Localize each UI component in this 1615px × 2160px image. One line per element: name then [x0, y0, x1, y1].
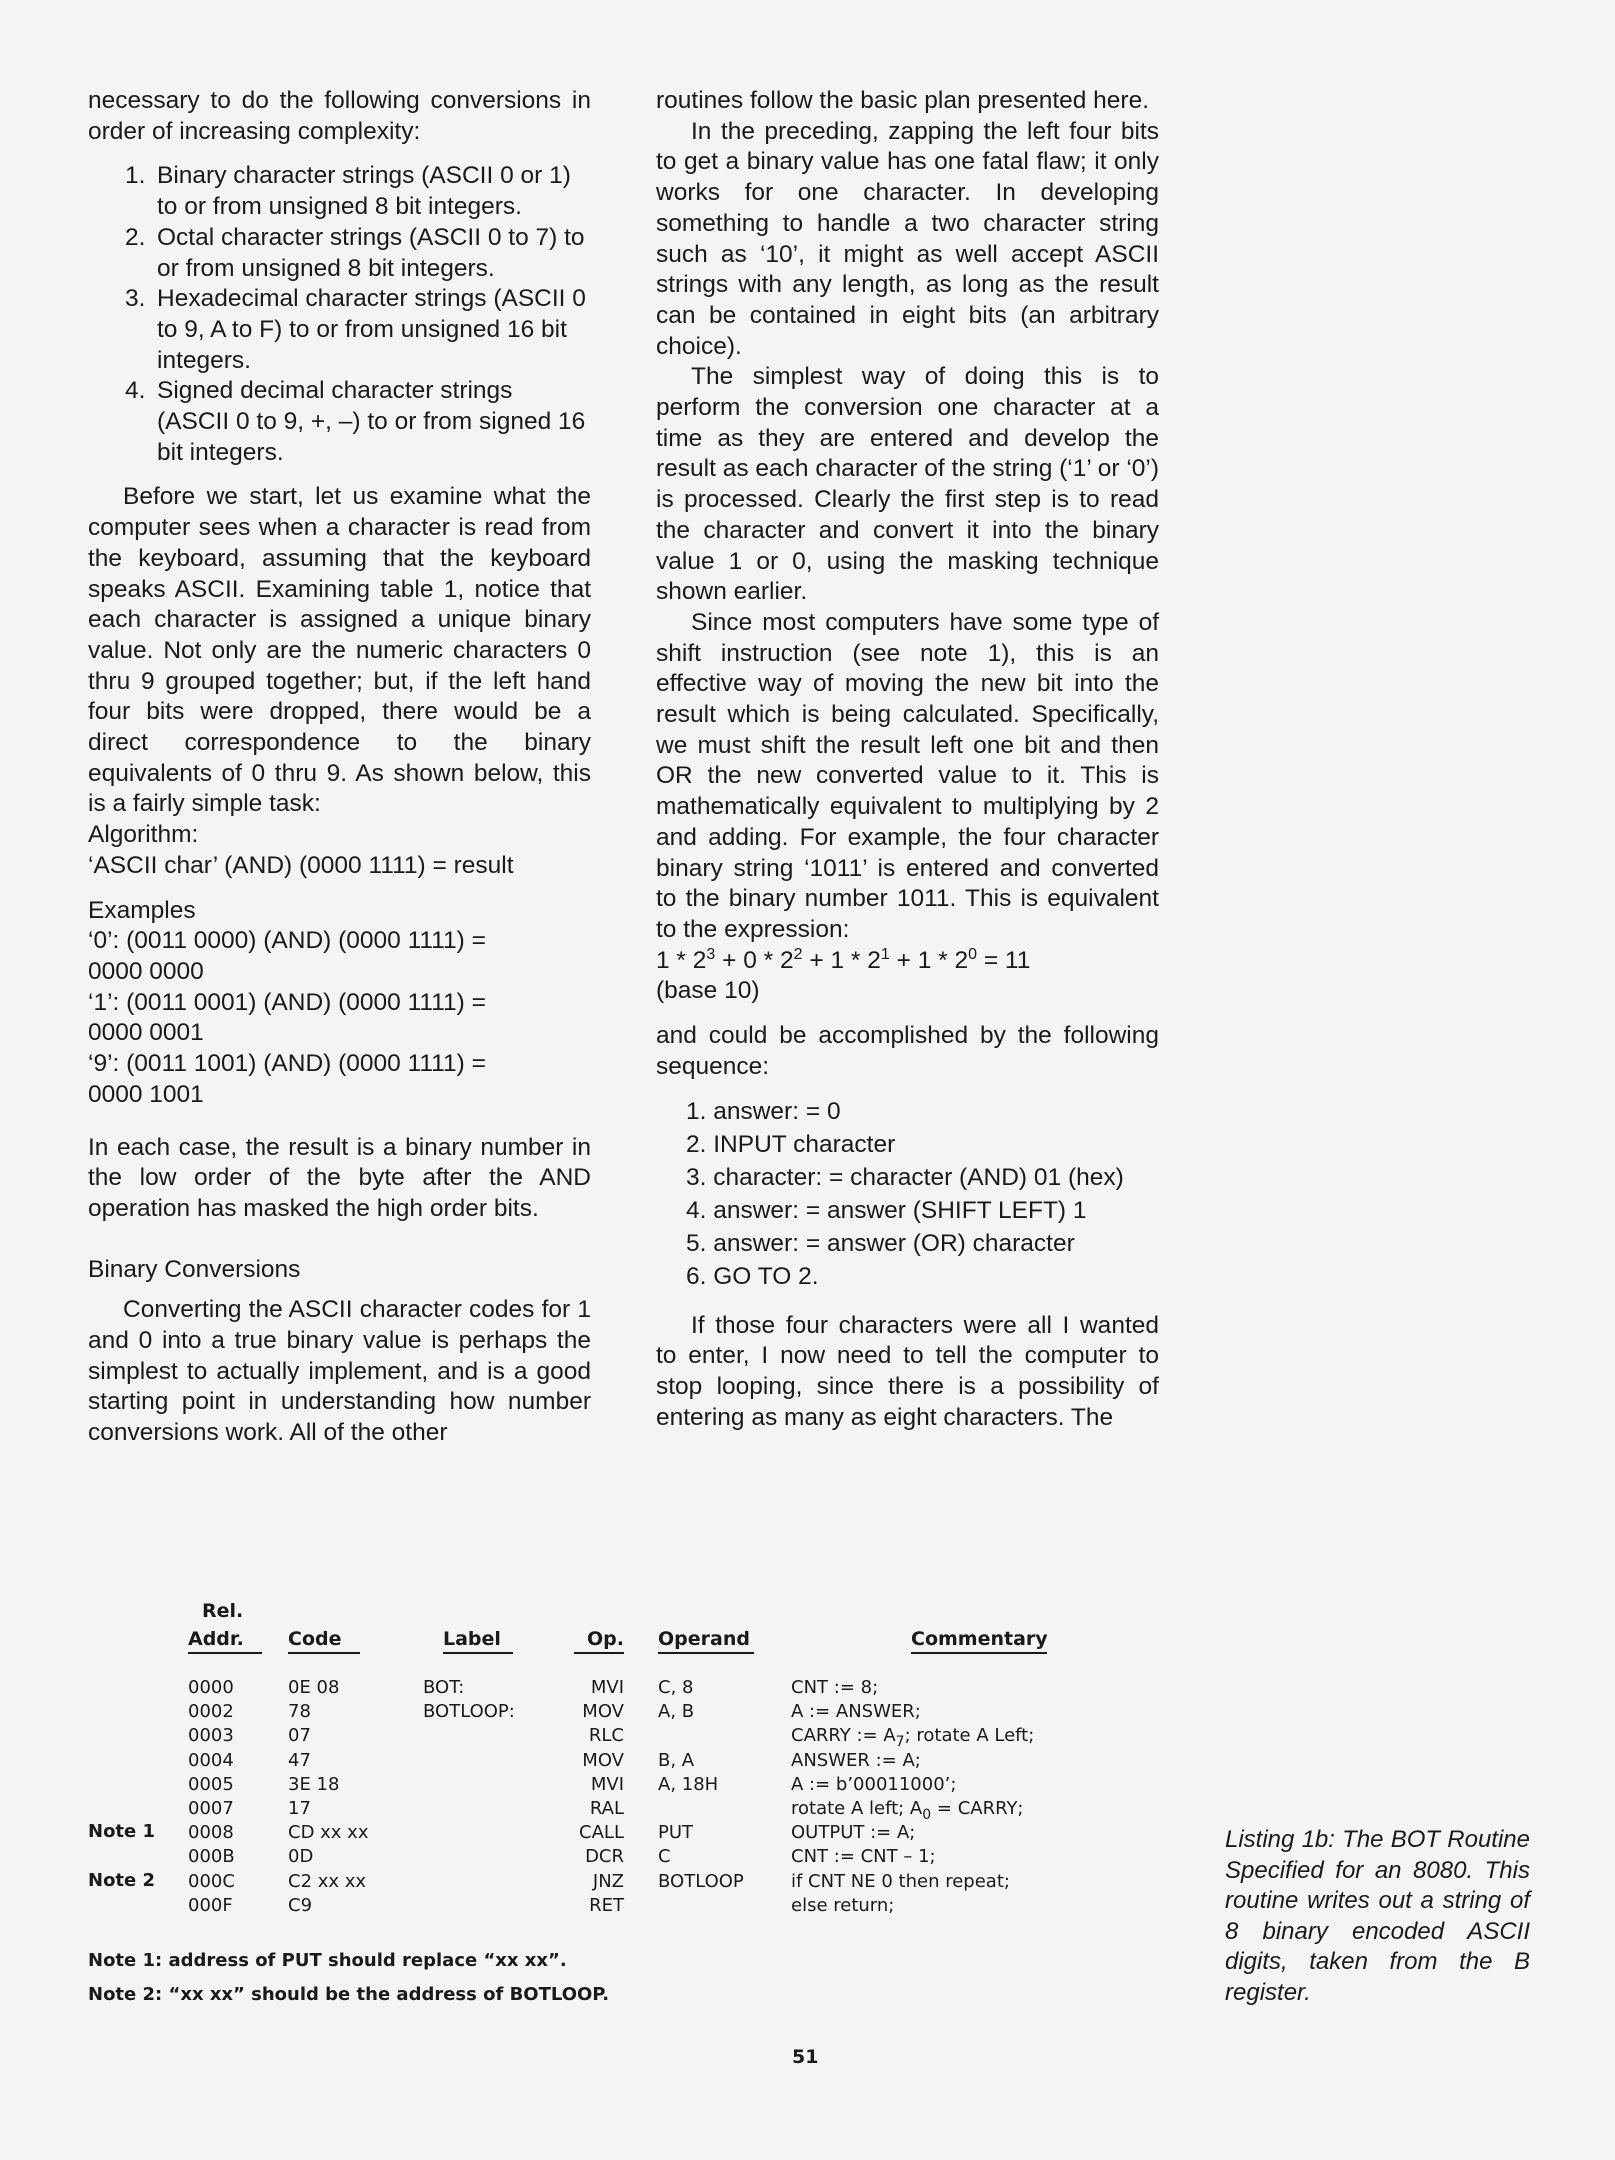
- comment-cell: CNT := CNT – 1;: [791, 1846, 936, 1868]
- example-result: 0000 1001: [88, 1080, 204, 1108]
- left-column: [88, 86, 591, 1449]
- sequence-step: 3. character: = character (AND) 01 (hex): [686, 1163, 1124, 1191]
- addr-cell: 0002: [188, 1701, 234, 1723]
- addr-cell: 0000: [188, 1677, 234, 1698]
- comment-cell: A := ANSWER;: [791, 1701, 921, 1723]
- comment-cell: ANSWER := A;: [791, 1749, 921, 1771]
- equation-base: (base 10): [656, 977, 760, 1005]
- example-result: 0000 0001: [88, 1019, 204, 1047]
- operand-cell: A, 18H: [658, 1773, 719, 1795]
- conversion-list: [88, 161, 591, 468]
- code-listing: [88, 1600, 1188, 2020]
- addr-cell: 0003: [188, 1725, 234, 1747]
- code-cell: 3E 18: [288, 1773, 340, 1795]
- comment-cell: OUTPUT := A;: [791, 1822, 916, 1844]
- addr-cell: 000F: [188, 1894, 233, 1916]
- example-result: 0000 0000: [88, 957, 204, 985]
- label-cell: BOT:: [423, 1677, 465, 1698]
- op-cell: RLC: [588, 1725, 624, 1747]
- intro-paragraph: necessary to do the following conversions in order of increasing complexity:: [88, 87, 591, 145]
- addr-cell: 0007: [188, 1798, 234, 1819]
- header-rel: Rel.: [202, 1600, 244, 1622]
- paragraph: The simplest way of doing this is to perform the conversion one character at a time as they are entered and develop the result as each character of the string (‘1’ or ‘0’) is processed. Clearly the first step is to read the character and convert it into the binary value 1 or 0, using the masking technique shown earlier.: [656, 363, 1159, 606]
- addr-cell: 0008: [188, 1822, 234, 1844]
- comment-cell: else return;: [791, 1894, 895, 1916]
- right-column: [656, 86, 1159, 1433]
- operand-cell: PUT: [658, 1822, 694, 1844]
- label-cell: BOTLOOP:: [423, 1701, 515, 1723]
- header-op: Op.: [574, 1628, 624, 1654]
- sequence-step: 5. answer: = answer (OR) character: [686, 1229, 1075, 1257]
- sequence-list: [656, 1095, 1159, 1293]
- list-item: 4. Signed decimal character strings (ASCII 0 to 9, +, –) to or from signed 16 bit integers.: [125, 377, 586, 466]
- code-cell: 17: [288, 1798, 311, 1819]
- comment-cell: if CNT NE 0 then repeat;: [791, 1870, 1010, 1892]
- paragraph: If those four characters were all I wanted to enter, I now need to tell the computer to stop looping, since there is a possibility of entering as many as eight characters. The: [656, 1311, 1159, 1431]
- code-cell: 47: [288, 1749, 311, 1771]
- comment-cell: CARRY := $A_7$; rotate A Left;: [791, 1725, 1035, 1751]
- sequence-step: 4. answer: = answer (SHIFT LEFT) 1: [686, 1196, 1087, 1224]
- paragraph: Since most computers have some type of shift instruction (see note 1), this is an effective way of moving the new bit into the result which is being calculated. Specifically, we must shift the result left one bit and then OR the new converted value to it. This is mathematically equivalent to multiplying by 2 and adding. For example, the four character binary string ‘1011’ is entered and converted to the binary number 1011. This is equivalent to the expression:: [656, 608, 1159, 943]
- header-label: Label: [443, 1628, 513, 1654]
- comment-cell: CNT := 8;: [791, 1677, 879, 1698]
- paragraph: Before we start, let us examine what the computer sees when a character is read from the keyboard, assuming that the keyboard speaks ASCII. Examining table 1, notice that each character is assigned a unique binary value. Not only are the numeric characters 0 thru 9 grouped together; but, if the left hand four bits were dropped, there would be a direct correspondence to the binary equivalents of 0 thru 9. As shown below, this is a fairly simple task:: [88, 483, 591, 818]
- footnote: Note 2: “xx xx” should be the address of BOTLOOP.: [88, 1984, 610, 2005]
- list-item: 2. Octal character strings (ASCII 0 to 7) to or from unsigned 8 bit integers.: [125, 223, 585, 282]
- op-cell: RET: [589, 1894, 624, 1916]
- paragraph: In the preceding, zapping the left four bits to get a binary value has one fatal flaw; it only works for one character. In developing something to handle a two character string such as ‘10’, it might as well accept ASCII strings with any length, as long as the result can be contained in eight bits (an arbitrary choice).: [656, 117, 1159, 360]
- code-cell: C2 xx xx: [288, 1870, 367, 1892]
- code-cell: 07: [288, 1725, 311, 1747]
- header-code: Code: [288, 1628, 360, 1654]
- list-item: 3. Hexadecimal character strings (ASCII 0 to 9, A to F) to or from unsigned 16 bit integers.: [125, 285, 586, 374]
- operand-cell: C, 8: [658, 1677, 694, 1698]
- code-cell: CD xx xx: [288, 1822, 369, 1844]
- code-cell: C9: [288, 1894, 313, 1916]
- op-cell: MVI: [590, 1773, 624, 1795]
- comment-cell: rotate A left; $A_0$ = CARRY;: [791, 1798, 1024, 1823]
- note-label: Note 2: [88, 1869, 156, 1891]
- example-line: ‘9’: (0011 1001) (AND) (0000 1111) =: [88, 1050, 486, 1078]
- algorithm-text: ‘ASCII char’ (AND) (0000 1111) = result: [88, 851, 514, 879]
- equation: $1 * 2^3 + 0 * 2^2 + 1 * 2^1 + 1 * 2^0 = 11$ (base 10): [656, 945, 1031, 1005]
- paragraph: Converting the ASCII character codes for 1 and 0 into a true binary value is perhaps the simplest to actually implement, and is a good starting point in understanding how number conversions work. All of the other: [88, 1296, 591, 1447]
- algorithm-heading: Algorithm:: [88, 821, 199, 849]
- op-cell: JNZ: [592, 1870, 624, 1892]
- header-addr: Addr.: [188, 1628, 262, 1654]
- page-number: 51: [792, 2046, 819, 2068]
- comment-cell: A := b’00011000’;: [791, 1773, 957, 1795]
- sequence-step: 2. INPUT character: [686, 1130, 896, 1158]
- examples-heading: Examples: [88, 896, 196, 924]
- addr-cell: 000C: [188, 1870, 235, 1892]
- addr-cell: 0005: [188, 1773, 234, 1795]
- list-item: 1. Binary character strings (ASCII 0 or 1) to or from unsigned 8 bit integers.: [125, 162, 571, 221]
- addr-cell: 0004: [188, 1749, 234, 1771]
- paragraph: In each case, the result is a binary number in the low order of the byte after the AND operation has masked the high order bits.: [88, 1133, 591, 1222]
- code-cell: 0E 08: [288, 1677, 340, 1698]
- code-cell: 0D: [288, 1846, 314, 1868]
- operand-cell: B, A: [658, 1749, 695, 1771]
- listing-caption: Listing 1b: The BOT Routine Specified for an 8080. This routine writes out a string of 8 binary encoded ASCII digits, taken from the B register.: [1225, 1826, 1530, 2006]
- sequence-step: 1. answer: = 0: [686, 1097, 841, 1125]
- paragraph: routines follow the basic plan presented here.: [656, 87, 1150, 114]
- operand-cell: A, B: [658, 1701, 695, 1723]
- op-cell: MVI: [590, 1677, 624, 1698]
- sequence-step: 6. GO TO 2.: [686, 1262, 819, 1290]
- operand-cell: BOTLOOP: [658, 1870, 744, 1892]
- op-cell: DCR: [585, 1846, 624, 1868]
- code-cell: 78: [288, 1701, 311, 1723]
- example-line: ‘1’: (0011 0001) (AND) (0000 1111) =: [88, 988, 486, 1016]
- note-label: Note 1: [88, 1821, 156, 1843]
- section-heading: Binary Conversions: [88, 1255, 301, 1283]
- header-operand: Operand: [658, 1628, 754, 1654]
- op-cell: CALL: [579, 1822, 624, 1844]
- paragraph: and could be accomplished by the following sequence:: [656, 1022, 1159, 1080]
- operand-cell: C: [658, 1846, 671, 1868]
- footnote: Note 1: address of PUT should replace “xx xx”.: [88, 1950, 567, 1971]
- header-commentary: Commentary: [911, 1628, 1047, 1654]
- addr-cell: 000B: [188, 1846, 235, 1868]
- example-line: ‘0’: (0011 0000) (AND) (0000 1111) =: [88, 927, 486, 955]
- op-cell: MOV: [582, 1749, 624, 1771]
- op-cell: RAL: [589, 1798, 624, 1819]
- op-cell: MOV: [582, 1701, 624, 1723]
